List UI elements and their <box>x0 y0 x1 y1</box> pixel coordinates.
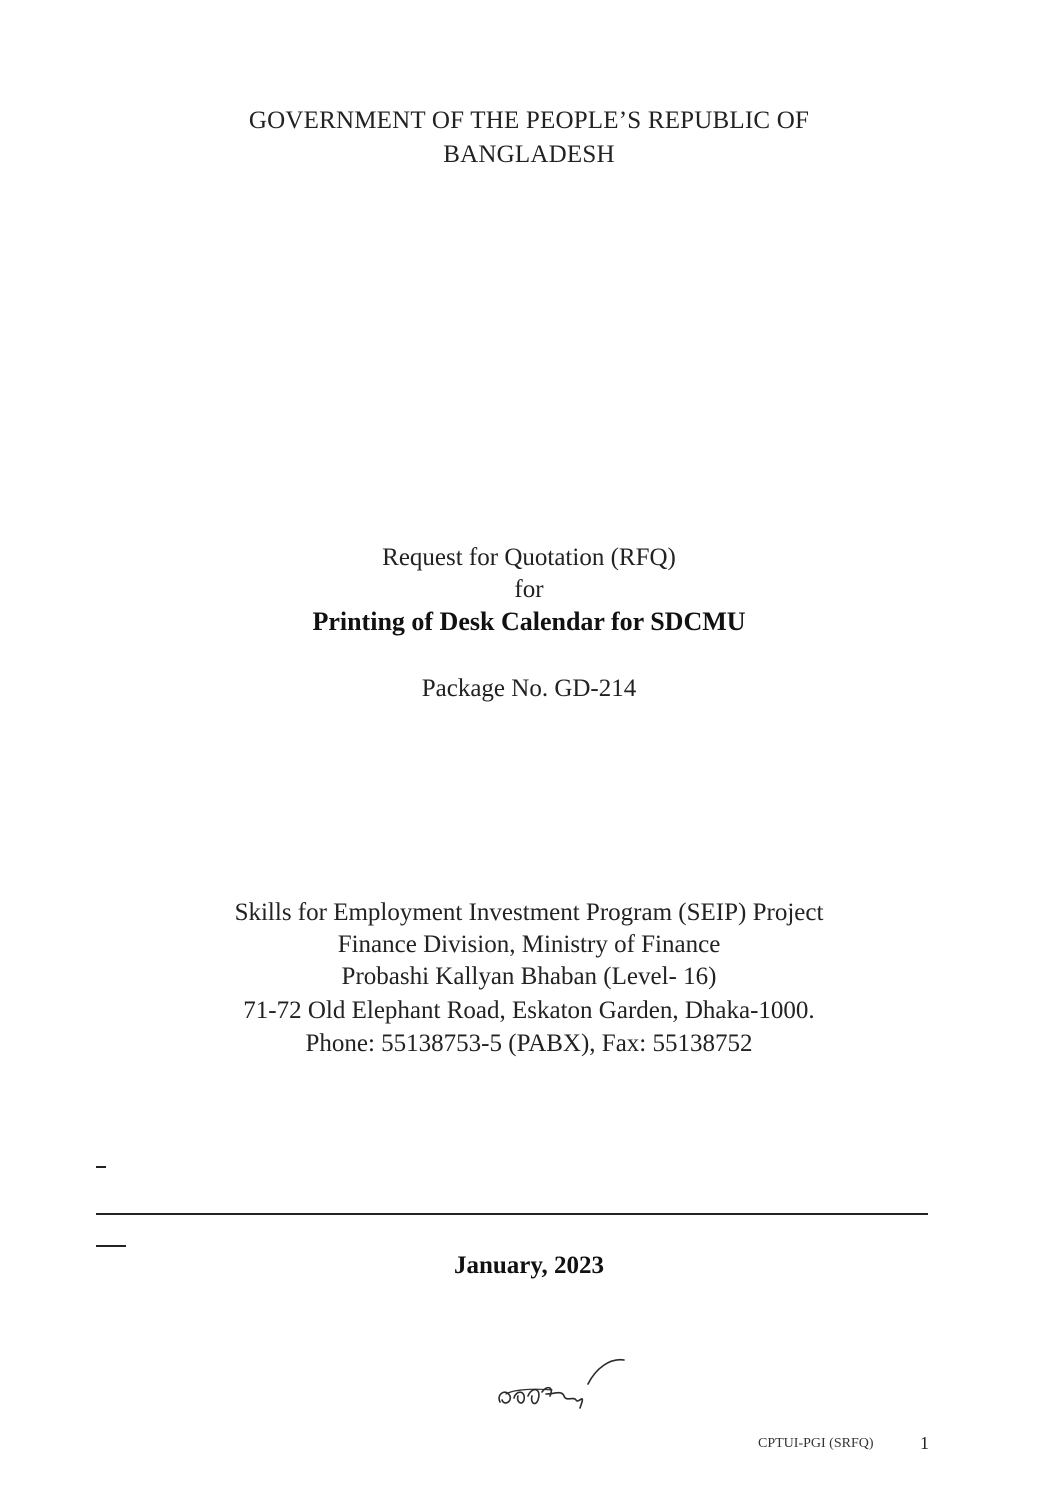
margin-dash-mark <box>96 1166 106 1168</box>
header-line-1: GOVERNMENT OF THE PEOPLE’S REPUBLIC OF <box>248 107 810 134</box>
rfq-line-2: for <box>514 576 544 603</box>
rfq-line-1: Request for Quotation (RFQ) <box>382 544 676 571</box>
address-line-2: Finance Division, Ministry of Finance <box>337 931 721 958</box>
page-number: 1 <box>920 1433 929 1453</box>
header-line-2: BANGLADESH <box>443 141 615 168</box>
package-number: Package No. GD-214 <box>421 675 637 702</box>
rfq-title: Printing of Desk Calendar for SDCMU <box>312 607 746 636</box>
margin-short-rule <box>96 1245 126 1247</box>
address-line-3: Probashi Kallyan Bhaban (Level- 16) <box>341 963 717 990</box>
address-line-4: 71-72 Old Elephant Road, Eskaton Garden, Dhaka-1000. <box>243 997 815 1024</box>
separator-rule <box>96 1213 928 1215</box>
address-line-1: Skills for Employment Investment Program (SEIP) Project <box>234 899 824 926</box>
document-date: January, 2023 <box>453 1252 605 1279</box>
address-line-5: Phone: 55138753-5 (PABX), Fax: 55138752 <box>305 1030 753 1057</box>
form-code: CPTUI-PGI (SRFQ) <box>758 1436 874 1451</box>
handwritten-signature-icon <box>492 1350 632 1420</box>
